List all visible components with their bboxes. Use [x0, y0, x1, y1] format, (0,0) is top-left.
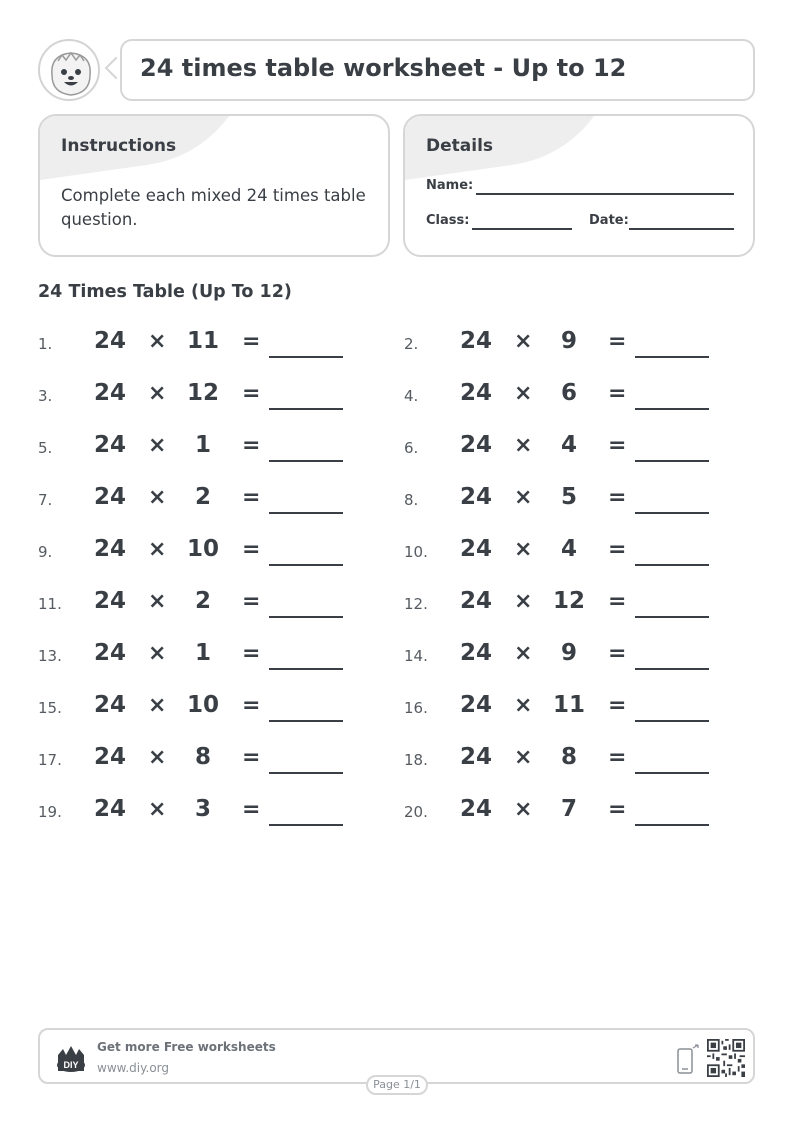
mascot-avatar: [38, 39, 100, 101]
multiplicand: 24: [94, 588, 127, 614]
answer-blank[interactable]: [269, 720, 343, 722]
question-number: 1.: [38, 335, 53, 353]
instructions-panel: [38, 114, 390, 257]
question-item: [404, 427, 744, 467]
question-number: 20.: [404, 803, 428, 821]
multiplicand: 24: [94, 484, 127, 510]
question-number: 8.: [404, 491, 419, 509]
question-item: [38, 687, 378, 727]
equals-sign: =: [242, 693, 261, 718]
answer-blank[interactable]: [635, 668, 709, 670]
answer-blank[interactable]: [635, 460, 709, 462]
multiplier: 1: [194, 432, 211, 458]
question-item: [38, 375, 378, 415]
details-panel: [403, 114, 755, 257]
answer-blank[interactable]: [635, 720, 709, 722]
multiplicand: 24: [460, 432, 493, 458]
multiplier: 10: [186, 692, 219, 718]
times-sign: ×: [514, 797, 533, 822]
equals-sign: =: [608, 693, 627, 718]
answer-blank[interactable]: [269, 616, 343, 618]
equals-sign: =: [608, 537, 627, 562]
qr-code-icon[interactable]: [707, 1039, 745, 1077]
question-number: 3.: [38, 387, 53, 405]
question-item: [404, 531, 744, 571]
answer-blank[interactable]: [269, 668, 343, 670]
answer-blank[interactable]: [269, 460, 343, 462]
answer-blank[interactable]: [269, 356, 343, 358]
equals-sign: =: [242, 433, 261, 458]
multiplier: 7: [560, 796, 577, 822]
page-indicator: Page 1/1: [366, 1075, 428, 1095]
multiplicand: 24: [460, 796, 493, 822]
equals-sign: =: [242, 797, 261, 822]
multiplicand: 24: [460, 380, 493, 406]
multiplier: 4: [560, 536, 577, 562]
multiplier: 5: [560, 484, 577, 510]
multiplicand: 24: [460, 536, 493, 562]
question-number: 10.: [404, 543, 428, 561]
question-item: [404, 323, 744, 363]
multiplicand: 24: [94, 536, 127, 562]
page-title: 24 times table worksheet - Up to 12: [140, 54, 627, 82]
date-field[interactable]: [629, 228, 734, 230]
question-number: 2.: [404, 335, 419, 353]
name-label: Name:: [426, 178, 474, 193]
instructions-text: Complete each mixed 24 times table question.: [61, 186, 366, 229]
times-sign: ×: [514, 745, 533, 770]
multiplicand: 24: [460, 328, 493, 354]
question-number: 17.: [38, 751, 62, 769]
date-label: Date:: [589, 213, 629, 228]
equals-sign: =: [608, 797, 627, 822]
question-item: [404, 791, 744, 831]
class-label: Class:: [426, 213, 470, 228]
multiplicand: 24: [94, 328, 127, 354]
footer-url-link[interactable]: www.diy.org: [97, 1061, 169, 1075]
times-sign: ×: [148, 641, 167, 666]
question-number: 13.: [38, 647, 62, 665]
times-sign: ×: [148, 537, 167, 562]
question-number: 14.: [404, 647, 428, 665]
question-number: 16.: [404, 699, 428, 717]
equals-sign: =: [242, 537, 261, 562]
times-sign: ×: [148, 433, 167, 458]
question-item: [38, 583, 378, 623]
question-item: [38, 739, 378, 779]
times-sign: ×: [514, 589, 533, 614]
multiplier: 6: [560, 380, 577, 406]
multiplier: 12: [186, 380, 219, 406]
times-sign: ×: [514, 693, 533, 718]
question-number: 4.: [404, 387, 419, 405]
question-number: 7.: [38, 491, 53, 509]
multiplier: 2: [194, 588, 211, 614]
multiplier: 1: [194, 640, 211, 666]
equals-sign: =: [242, 381, 261, 406]
multiplicand: 24: [94, 744, 127, 770]
times-sign: ×: [148, 381, 167, 406]
question-item: [404, 583, 744, 623]
question-item: [38, 323, 378, 363]
phone-scan-icon: [676, 1043, 700, 1075]
answer-blank[interactable]: [635, 564, 709, 566]
question-number: 15.: [38, 699, 62, 717]
title-banner: [120, 39, 755, 101]
answer-blank[interactable]: [635, 772, 709, 774]
answer-blank[interactable]: [635, 356, 709, 358]
answer-blank[interactable]: [269, 512, 343, 514]
question-number: 6.: [404, 439, 419, 457]
question-number: 5.: [38, 439, 53, 457]
equals-sign: =: [608, 381, 627, 406]
question-number: 19.: [38, 803, 62, 821]
yeti-mascot-icon: [40, 41, 100, 101]
question-number: 11.: [38, 595, 62, 613]
equals-sign: =: [242, 641, 261, 666]
question-item: [404, 479, 744, 519]
multiplier: 4: [560, 432, 577, 458]
question-item: [404, 739, 744, 779]
multiplier: 9: [560, 640, 577, 666]
answer-blank[interactable]: [269, 824, 343, 826]
question-item: [38, 479, 378, 519]
times-sign: ×: [514, 381, 533, 406]
multiplier: 2: [194, 484, 211, 510]
multiplicand: 24: [460, 692, 493, 718]
multiplicand: 24: [460, 640, 493, 666]
equals-sign: =: [242, 329, 261, 354]
multiplier: 3: [194, 796, 211, 822]
times-sign: ×: [148, 693, 167, 718]
multiplier: 9: [560, 328, 577, 354]
equals-sign: =: [608, 589, 627, 614]
answer-blank[interactable]: [635, 408, 709, 410]
multiplier: 12: [552, 588, 585, 614]
times-sign: ×: [148, 745, 167, 770]
equals-sign: =: [608, 433, 627, 458]
equals-sign: =: [608, 485, 627, 510]
multiplier: 11: [552, 692, 585, 718]
answer-blank[interactable]: [269, 564, 343, 566]
equals-sign: =: [608, 641, 627, 666]
class-field[interactable]: [472, 228, 572, 230]
multiplicand: 24: [94, 640, 127, 666]
multiplicand: 24: [94, 692, 127, 718]
equals-sign: =: [608, 329, 627, 354]
instructions-heading: Instructions: [61, 136, 177, 156]
question-item: [404, 687, 744, 727]
times-sign: ×: [514, 485, 533, 510]
question-number: 12.: [404, 595, 428, 613]
multiplier: 8: [194, 744, 211, 770]
question-item: [404, 635, 744, 675]
multiplier: 8: [560, 744, 577, 770]
equals-sign: =: [242, 745, 261, 770]
times-sign: ×: [514, 433, 533, 458]
times-sign: ×: [148, 797, 167, 822]
section-title: 24 Times Table (Up To 12): [38, 282, 292, 302]
question-item: [38, 427, 378, 467]
answer-blank[interactable]: [635, 824, 709, 826]
multiplicand: 24: [460, 744, 493, 770]
answer-blank[interactable]: [635, 616, 709, 618]
details-heading: Details: [426, 136, 494, 156]
answer-blank[interactable]: [269, 408, 343, 410]
times-sign: ×: [514, 329, 533, 354]
diy-logo-icon: [54, 1041, 88, 1075]
multiplier: 11: [186, 328, 219, 354]
question-item: [38, 791, 378, 831]
equals-sign: =: [242, 589, 261, 614]
times-sign: ×: [148, 485, 167, 510]
question-number: 9.: [38, 543, 53, 561]
multiplicand: 24: [460, 484, 493, 510]
footer-promo-text: Get more Free worksheets: [97, 1040, 276, 1054]
times-sign: ×: [148, 329, 167, 354]
name-field[interactable]: [476, 193, 734, 195]
times-sign: ×: [148, 589, 167, 614]
equals-sign: =: [242, 485, 261, 510]
question-item: [38, 635, 378, 675]
question-item: [38, 531, 378, 571]
answer-blank[interactable]: [635, 512, 709, 514]
multiplicand: 24: [460, 588, 493, 614]
diy-logo-text: DIY: [63, 1060, 79, 1070]
answer-blank[interactable]: [269, 772, 343, 774]
multiplicand: 24: [94, 796, 127, 822]
times-sign: ×: [514, 537, 533, 562]
multiplier: 10: [186, 536, 219, 562]
question-item: [404, 375, 744, 415]
multiplicand: 24: [94, 380, 127, 406]
multiplicand: 24: [94, 432, 127, 458]
times-sign: ×: [514, 641, 533, 666]
question-number: 18.: [404, 751, 428, 769]
equals-sign: =: [608, 745, 627, 770]
